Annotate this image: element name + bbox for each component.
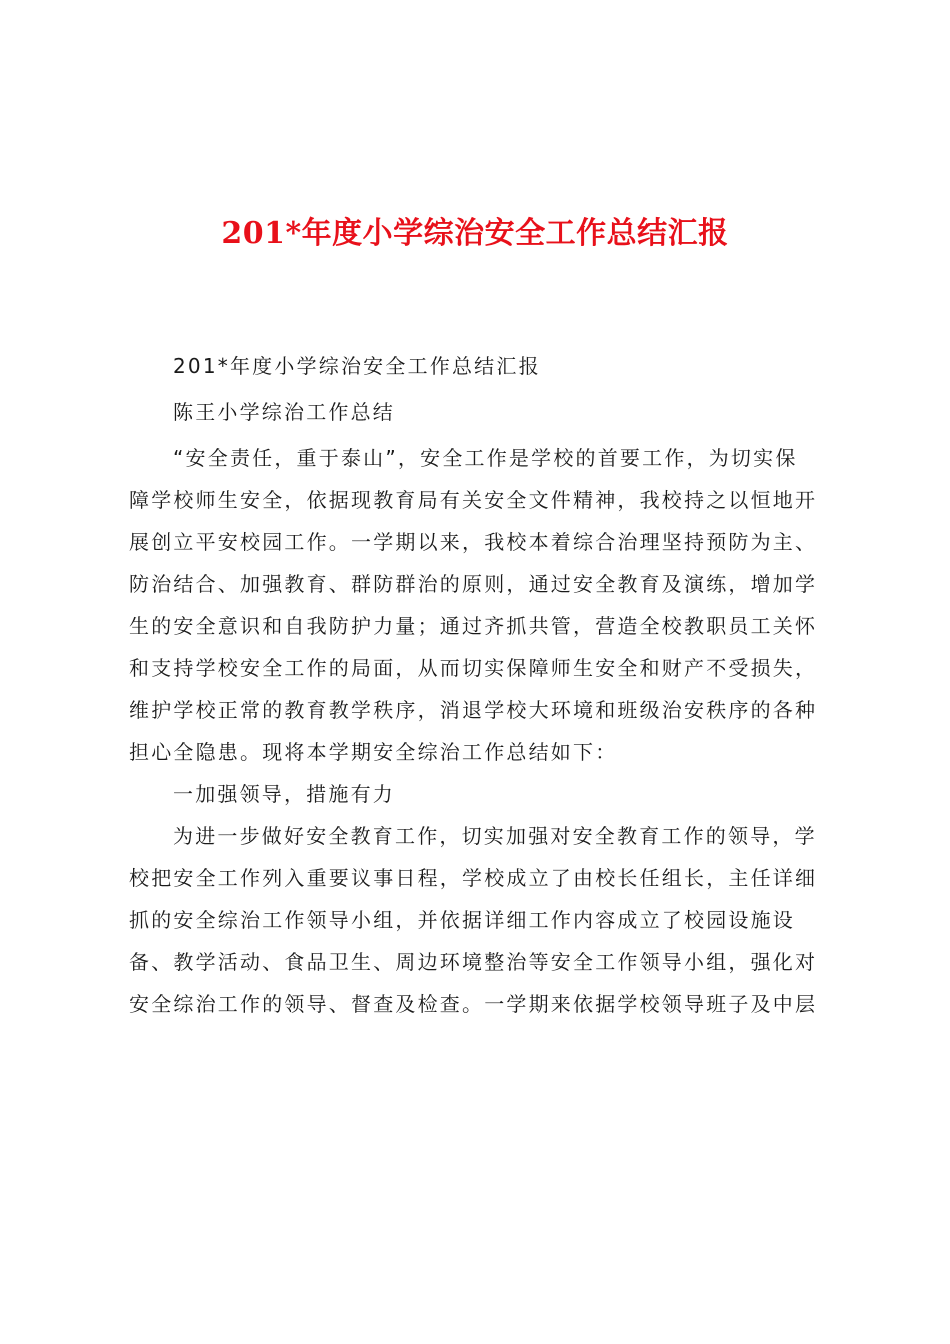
paragraph-line: 展创立平安校园工作。一学期以来，我校本着综合治理坚持预防为主、 xyxy=(129,530,818,554)
paragraph-line: 抓的安全综治工作领导小组，并依据详细工作内容成立了校园设施设 xyxy=(129,908,795,932)
document-title: 201*年度小学综治安全工作总结汇报 xyxy=(221,216,729,251)
paragraph-line: 生的安全意识和自我防护力量；通过齐抓共管，营造全校教职员工关怀 xyxy=(129,614,818,638)
subtitle-line: 201*年度小学综治安全工作总结汇报 xyxy=(173,354,541,378)
paragraph-line: “安全责任，重于泰山”，安全工作是学校的首要工作，为切实保 xyxy=(173,446,798,470)
document-body xyxy=(129,345,829,1025)
paragraph-line: 担心全隐患。现将本学期安全综治工作总结如下： xyxy=(129,740,618,764)
paragraph-line: 校把安全工作列入重要议事日程，学校成立了由校长任组长，主任详细 xyxy=(129,866,818,890)
paragraph-line: 维护学校正常的教育教学秩序，消退学校大环境和班级治安秩序的各种 xyxy=(129,698,818,722)
paragraph-line: 为进一步做好安全教育工作，切实加强对安全教育工作的领导，学 xyxy=(173,824,817,848)
paragraph-line: 障学校师生安全，依据现教育局有关安全文件精神，我校持之以恒地开 xyxy=(129,488,818,512)
school-heading-line: 陈王小学综治工作总结 xyxy=(173,400,395,424)
paragraph-line: 和支持学校安全工作的局面，从而切实保障师生安全和财产不受损失， xyxy=(129,656,818,680)
paragraph-line: 备、教学活动、食品卫生、周边环境整治等安全工作领导小组，强化对 xyxy=(129,950,818,974)
paragraph-line: 防治结合、加强教育、群防群治的原则，通过安全教育及演练，增加学 xyxy=(129,572,818,596)
paragraph-line: 安全综治工作的领导、督查及检查。一学期来依据学校领导班子及中层 xyxy=(129,992,818,1016)
section-heading-line: 一加强领导，措施有力 xyxy=(173,782,395,806)
